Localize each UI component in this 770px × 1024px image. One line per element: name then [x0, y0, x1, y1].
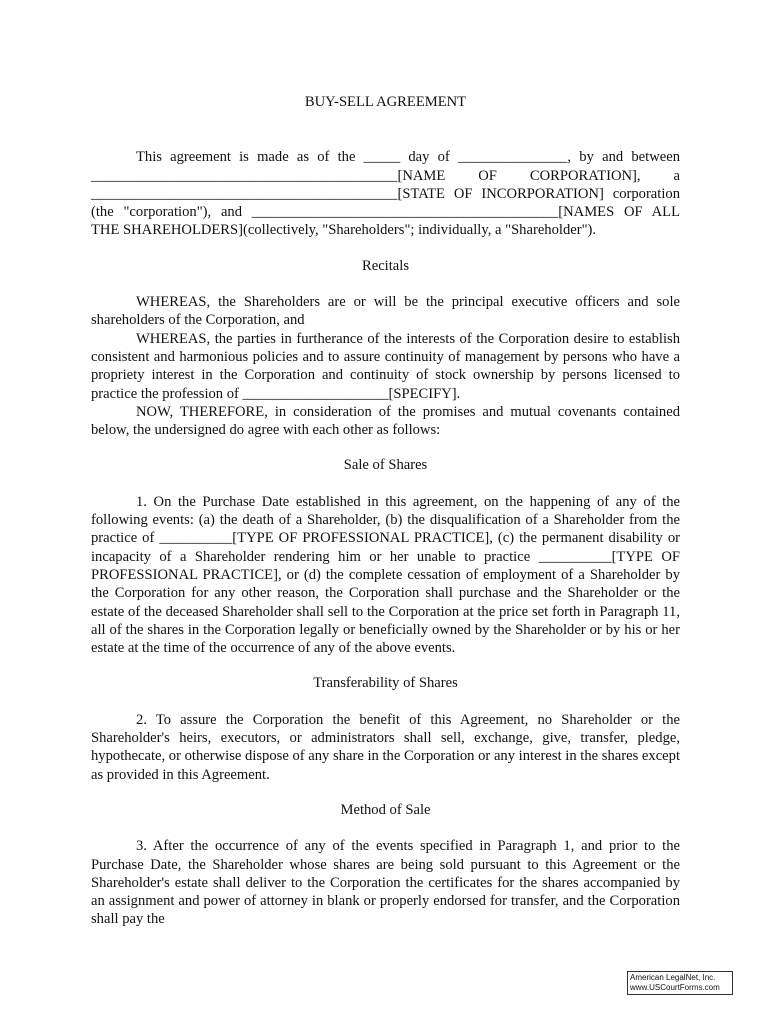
- section-heading-transferability: Transferability of Shares: [313, 675, 458, 692]
- publisher-url: www.USCourtForms.com: [630, 983, 720, 992]
- document-body: [91, 93, 680, 929]
- publisher-name: American LegalNet, Inc.: [630, 973, 716, 982]
- recital-paragraph: WHEREAS, the parties in furtherance of the interests of the Corporation desire to establish consistent and harmonious policies and to assure continuity of management by persons who have a propriety interest in the Corporation and continuity of stock ownership by persons licensed to practice the profession of ____________________[SPECIFY].: [91, 330, 680, 402]
- section-heading-sale-of-shares: Sale of Shares: [343, 457, 428, 474]
- clause-paragraph: 3. After the occurrence of any of the events specified in Paragraph 1, and prior to the Purchase Date, the Shareholder whose shares are being sold pursuant to this Agreement or the Shareholder's estate shall deliver to the Corporation the certificates for the shares accompanied by an assignment and power of attorney in blank or properly endorsed for transfer, and the Corporation shall pay the: [91, 838, 680, 928]
- document-title: BUY-SELL AGREEMENT: [304, 94, 467, 110]
- clause-paragraph: 1. On the Purchase Date established in this agreement, on the happening of any of the following events: (a) the death of a Shareholder, (b) the disqualification of a Shareholder from the practice of __________[TYPE OF PROFESSIONAL PRACTICE], (c) the permanent disability or incapacity of a Shareholder rendering him or her unable to practice __________[TYPE OF PROFESSIONAL PRACTICE], or (d) the complete cessation of employment of a Shareholder by the Corporation for any other reason, the Corporation shall purchase and the Shareholder or the estate of the deceased Shareholder shall sell to the Corporation at the price set forth in Paragraph 11, all of the shares in the Corporation legally or beneficially owned by the Shareholder or by his or her estate at the time of the occurrence of any of the above events.: [91, 493, 680, 657]
- section-heading-method-of-sale: Method of Sale: [340, 801, 431, 818]
- publisher-footer: [627, 971, 733, 995]
- clause-paragraph: 2. To assure the Corporation the benefit of this Agreement, no Shareholder or the Shareholder's heirs, executors, or administrators shall sell, exchange, give, transfer, pledge, hypothecate, or otherwise dispose of any share in the Corporation or any interest in the shares except as provided in this Agreement.: [91, 711, 680, 783]
- recital-paragraph: WHEREAS, the Shareholders are or will be the principal executive officers and sole shareholders of the Corporation, and: [91, 294, 680, 329]
- section-heading-recitals: Recitals: [361, 257, 409, 274]
- recital-paragraph: NOW, THEREFORE, in consideration of the promises and mutual covenants contained below, the undersigned do agree with each other as follows:: [91, 403, 680, 439]
- intro-paragraph: This agreement is made as of the _____ day of _______________, by and between __________________________________________[NAME OF CORPORATION], a __________________________________________[STATE OF INCORPORATION] corporation (the "corporation"), and __________________________________________[NAMES OF ALL THE SHAREHOLDERS](collectively, "Shareholders"; individually, a "Shareholder").: [91, 149, 680, 239]
